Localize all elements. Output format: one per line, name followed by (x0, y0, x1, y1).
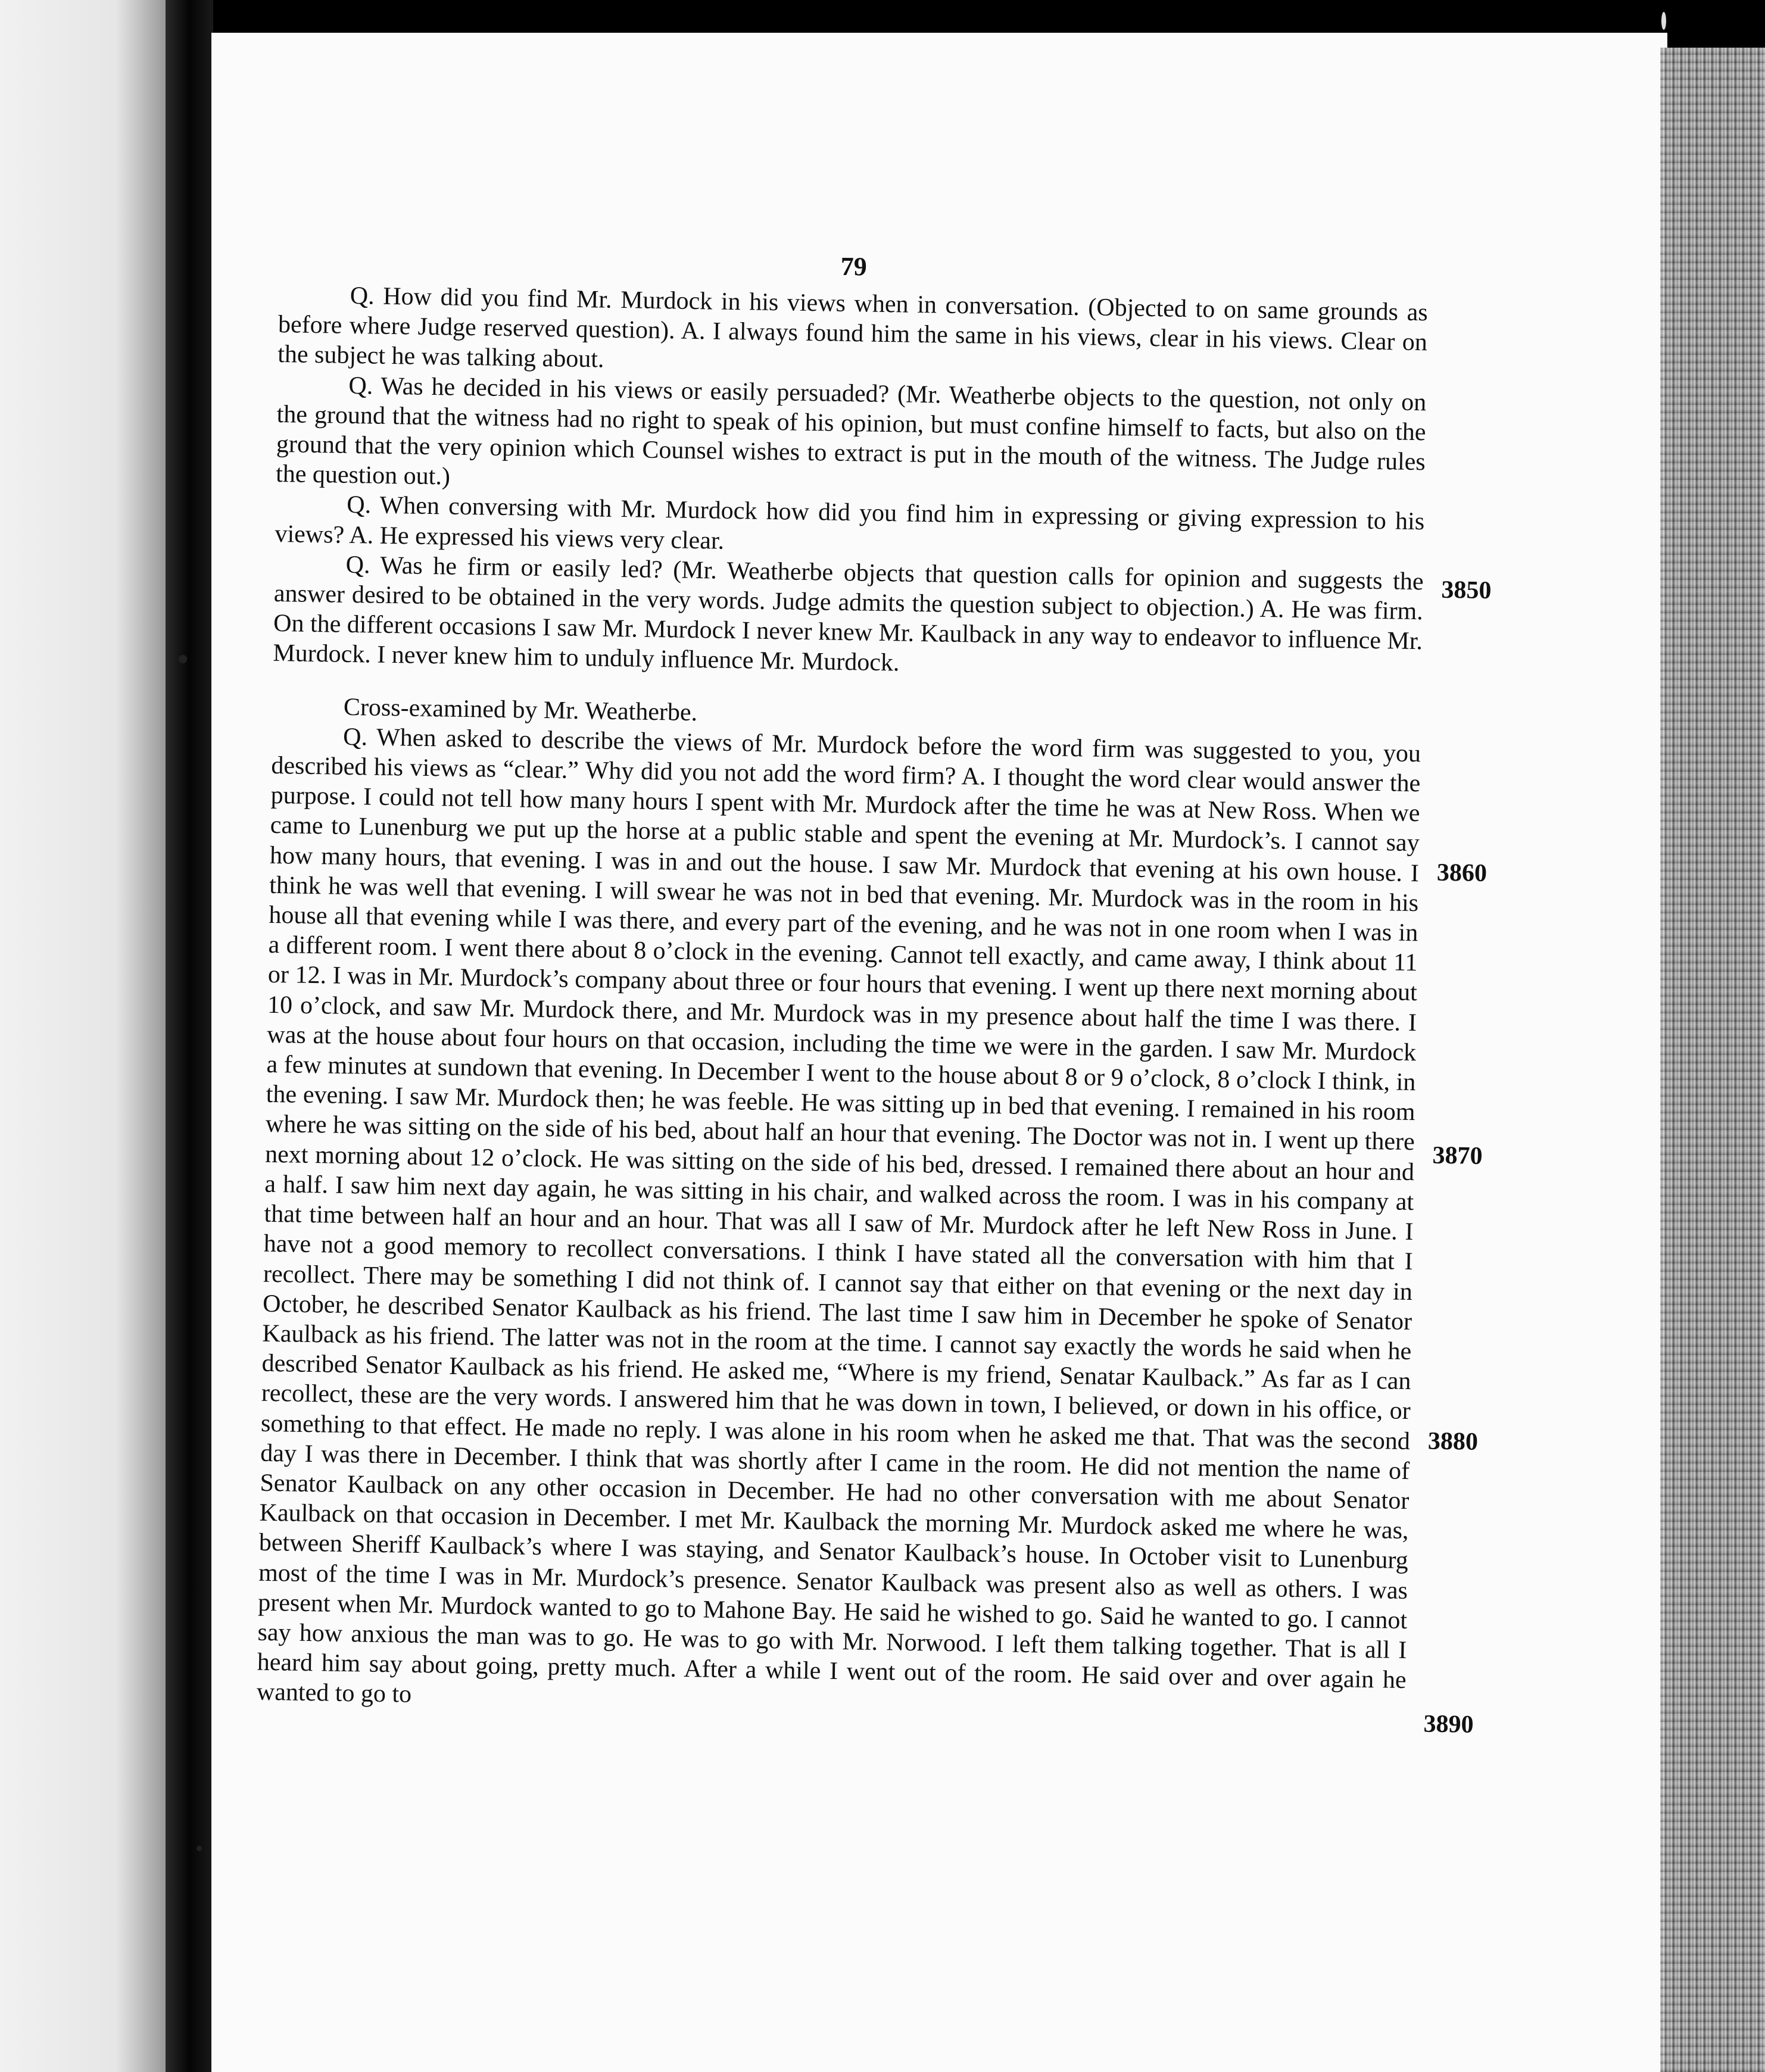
page-edge-texture (1660, 48, 1765, 2072)
cross-examination-text: Q. When asked to describe the views of Mr. Murdock before the word firm was suggested to you, you described his views as “clear.” Why did you not add the word firm? A. I thought the word clear would answer the purpose. I could not tell how many hours I spent with Mr. Murdock after the time he was at New Ross. When we came to Lunenburg we put up the horse at a public stable and spent the evening at Mr. Murdock’s. I cannot say how many hours, that evening. I was in and out the house. I saw Mr. Murdock that evening at his own house. I think he was well that evening. I will swear he was not in bed that evening. Mr. Murdock was in the room in his house all that evening while I was there, and every part of the evening, and he was not in one room when I was in a different room. I went there about 8 o’clock in the evening. Cannot tell exactly, and came away, I think about 11 or 12. I was in Mr. Murdock’s company about three or four hours that evening. I went up there next morning about 10 o’clock, and saw Mr. Murdock there, and Mr. Murdock was in my presence about half the time I was there. I was at the house about four hours on that occasion, including the time we were in the garden. I saw Mr. Murdock a few minutes at sundown that evening. In December I went to the house about 8 or 9 o’clock, 8 o’clock I think, in the evening. I saw Mr. Murdock then; he was feeble. He was sitting up in bed that evening. I remained in his room where he was sitting on the side of his bed, about half an hour that evening. The Doctor was not in. I went up there next morning about 12 o’clock. He was sitting on the side of his bed, dressed. I remained there about an hour and a half. I saw him next day again, he was sitting in his chair, and walked across the room. I was in his company at that time between half an hour and an hour. That was all I saw of Mr. Murdock after he left New Ross in June. I have not a good memory to recollect conversations. I think I have stated all the conversation with him that I recollect. There may be something I did not think of. I cannot say that either on that evening or the next day in October, he described Senator Kaulback as his friend. The last time I saw him in December he spoke of Senator Kaulback as his friend. The latter was not in the room at the time. I cannot say exactly the words he said when he described Senator Kaulback as his friend. He asked me, “Where is my friend, Senatar Kaulback.” As far as I can recollect, these are the very words. I answered him that he was down in town, I believed, or down in his office, or something to that effect. He made no reply. I was alone in his room when he asked me that. That was the second day I was there in December. I think that was shortly after I came in the room. He did not mention the name of Senator Kaulback on any other occasion in December. He had no other conversation with me about Senator Kaulback on that occasion in December. I met Mr. Kaulback the morning Mr. Murdock asked me where he was, between Sheriff Kaulback’s where I was staying, and Senator Kaulback’s house. In October visit to Lunenburg most of the time I was in Mr. Murdock’s presence. Senator Kaulback was present also as well as others. I was present when Mr. Murdock wanted to go to Mahone Bay. He said he wished to go. Said he wanted to go. I cannot say how anxious the man was to go. He was to go with Mr. Norwood. I left them talking together. That is all I heard him say about going, pretty much. After a while I went out of the room. He said over and over again he wanted to go to (256, 723, 1421, 1709)
testimony-paragraph: Q. When conversing with Mr. Murdock how did you find him in expressing or giving expression to his views? A. He expressed his views very clear. (275, 491, 1425, 555)
line-number: 3890 (1423, 1710, 1474, 1739)
page-number: 79 (840, 251, 868, 282)
line-number: 3870 (1432, 1141, 1483, 1170)
testimony-paragraph: Q. Was he firm or easily led? (Mr. Weatherbe objects that question calls for opinion and suggests the answer desired to be obtained in the very words. Judge admits the question subject to objection.) A. He was firm. On the different occasions I saw Mr. Murdock I never knew Mr. Kaulback in any way to endeavor to influence Mr. Murdock. I never knew him to unduly influence Mr. Murdock. (273, 551, 1424, 677)
ink-speck (179, 655, 187, 663)
ink-speck (197, 1846, 202, 1851)
ink-speck (1661, 12, 1666, 30)
page-text-block (257, 214, 1429, 1725)
line-number: 3880 (1427, 1427, 1479, 1456)
margin-line-numbers (1382, 0, 1513, 1739)
book-gutter (166, 0, 213, 2072)
cross-examination-heading: Cross-examined by Mr. Weatherbe. (343, 693, 698, 726)
line-number: 3850 (1441, 576, 1492, 605)
testimony-paragraph: Q. Was he decided in his views or easily persuaded? (Mr. Weatherbe objects to the question, not only on the ground that the witness had no right to speak of his opinion, but must confine himself to facts, but also on the ground that the very opinion which Counsel wishes to extract is put in the mouth of the witness. The Judge rules the question out.) (275, 372, 1427, 491)
left-facing-page (0, 0, 166, 2072)
testimony-paragraph: Q. How did you find Mr. Murdock in his views when in conversation. (Objected to on same grounds as before where Judge reserved question). A. I always found him the same in his views, clear in his views. Clear on the subject he was talking about. (277, 282, 1429, 373)
line-number: 3860 (1436, 859, 1488, 887)
